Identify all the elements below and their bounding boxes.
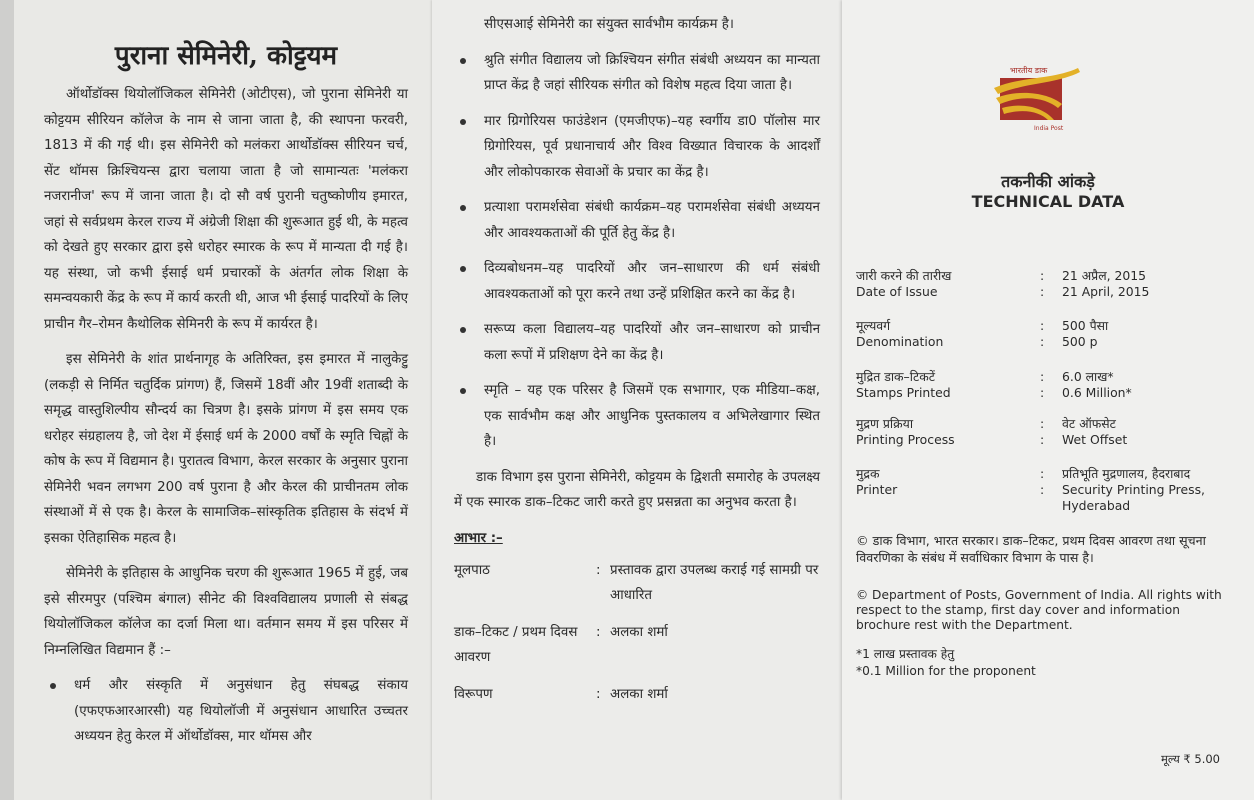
row-colon: : xyxy=(1040,432,1045,447)
continuation-text: सीएसआई सेमिनेरी का संयुक्त सार्वभौम कार्यक्रम है। xyxy=(484,17,734,32)
data-row-date xyxy=(856,268,1236,302)
row-colon: : xyxy=(1040,466,1045,481)
row-label: Printer xyxy=(856,482,898,497)
row-label: Stamps Printed xyxy=(856,385,951,400)
footnote-english: *0.1 Million for the proponent xyxy=(856,664,1036,678)
row-colon: : xyxy=(1040,334,1045,349)
ack-label: मूलपाठ xyxy=(454,562,490,578)
bullet-icon xyxy=(460,58,466,64)
row-value-hindi: 6.0 लाख* xyxy=(1062,369,1114,384)
list-item xyxy=(454,195,820,246)
ack-label: डाक–टिकट / प्रथम दिवस आवरण xyxy=(454,624,578,665)
row-label-hindi: जारी करने की तारीख xyxy=(856,268,952,283)
list-item-text: प्रत्याशा परामर्शसेवा संबंधी कार्यक्रम–यह परामर्शसेवा संबंधी अध्ययन और आवश्यकताओं की पूर्ति हेतु केंद्र है। xyxy=(484,200,820,241)
row-value: 0.6 Million* xyxy=(1062,385,1132,400)
row-colon: : xyxy=(1040,268,1045,283)
data-row-stamps-printed xyxy=(856,369,1236,403)
india-post-logo xyxy=(992,64,1092,134)
technical-data-title-hindi: तकनीकी आंकड़े xyxy=(1001,172,1095,191)
footnote-hindi: *1 लाख प्रस्तावक हेतु xyxy=(856,647,955,661)
history-paragraph: सेमिनेरी के इतिहास के आधुनिक चरण की शुरूआत 1965 में हुई, जब इसे सीरमपुर (पश्चिम बंगाल) सीनेट की विश्वविद्यालय प्रणाली से संबद्ध थियोलॉजिकल कॉलेज का दर्जा मिला था। वर्तमान समय में इस परिसर में निम्नलिखित विद्यमान हैं :– xyxy=(44,566,408,658)
row-value-hindi: 21 अप्रैल, 2015 xyxy=(1062,268,1147,283)
history-paragraph: ऑर्थोडॉक्स थियोलॉजिकल सेमिनेरी (ओटीएस), जो पुराना सेमिनेरी या कोट्टयम सीरियन कॉलेज के नाम से जाना जाता है, की स्थापना फरवरी, 1813 में की गई थी। इस सेमिनेरी को मलंकरा आर्थोडॉक्स सीरियन चर्च, सेंट थॉमस क्रिश्चियन्स द्वारा चलाया जाता है जो सामान्यतः 'मलंकरा नजरानीज' रूप में जाना जाता है। दो सौ वर्ष पुरानी चतुष्कोणीय इमारत, जहां से सर्वप्रथम केरल राज्य में अंग्रेजी शिक्षा की शुरूआत हुई थी, के महत्व को देखते हुए सरकार द्वारा इसे धरोहर स्मारक के रूप में मान्यता दी गई है। यह संस्था, जो कभी ईसाई धर्म प्रचारकों के अंतर्गत लोक शिक्षा के समन्वयकारी केंद्र के रूप में कार्य करती थी, आज भी ईसाई पादरियों के लिए प्राचीन गैर–रोमन कैथोलिक सेमिनरी के रूप में कार्यरत है। xyxy=(44,87,408,332)
acknowledgement-row xyxy=(454,558,820,608)
logo-hindi-text: भारतीय डाक xyxy=(1010,66,1048,75)
list-item xyxy=(454,256,820,307)
technical-data-title: TECHNICAL DATA xyxy=(971,192,1125,211)
ack-value: प्रस्तावक द्वारा उपलब्ध कराई गई सामग्री पर आधारित xyxy=(610,562,819,603)
row-colon: : xyxy=(1040,385,1045,400)
closing-paragraph: डाक विभाग इस पुराना सेमिनेरी, कोट्टयम के द्विशती समारोह के उपलक्ष्य में एक स्मारक डाक–टिकट जारी करते हुए प्रसन्नता का अनुभव करता है। xyxy=(454,469,820,510)
brochure-panel-technical-data xyxy=(842,0,1254,800)
ack-colon: : xyxy=(596,686,601,702)
ack-colon: : xyxy=(596,624,601,640)
row-label-hindi: मुद्रक xyxy=(856,466,880,481)
list-item-text: स्मृति – यह एक परिसर है जिसमें एक सभागार, एक मीडिया–कक्ष, एक सार्वभौम कक्ष और आधुनिक पुस्तकालय व अभिलेखागार स्थित है। xyxy=(484,383,820,449)
copyright-english: © Department of Posts, Government of India. All rights with respect to the stamp, first day cover and information brochure rest with the Department. xyxy=(856,588,1222,632)
bullet-icon xyxy=(460,327,466,333)
row-value-hindi: वेट ऑफसेट xyxy=(1062,416,1116,431)
list-item-text: मार ग्रिगोरियस फाउंडेशन (एमजीएफ)–यह स्वर्गीय डा0 पॉलोस मार ग्रिगोरियस, पूर्व प्रधानाचार्य और विश्व विख्यात विचारक के आदर्शों और लोकोपकारक सेवाओं के प्रचार का केंद्र है। xyxy=(484,113,820,180)
row-colon: : xyxy=(1040,318,1045,333)
row-label: Denomination xyxy=(856,334,944,349)
bullet-icon xyxy=(460,205,466,211)
data-row-printer xyxy=(856,466,1236,516)
row-colon: : xyxy=(1040,482,1045,497)
ack-colon: : xyxy=(596,562,601,578)
row-colon: : xyxy=(1040,284,1045,299)
acknowledgement-heading: आभार :– xyxy=(454,530,503,546)
ack-label: विरूपण xyxy=(454,686,493,702)
brochure-panel-facilities xyxy=(432,0,844,800)
data-row-printing-process xyxy=(856,416,1236,450)
copyright-hindi: © डाक विभाग, भारत सरकार। डाक–टिकट, प्रथम दिवस आवरण तथा सूचना विवरणिका के संबंध में सर्वाधिकार विभाग के पास है। xyxy=(856,533,1206,565)
row-label: Date of Issue xyxy=(856,284,938,299)
ack-value: अलका शर्मा xyxy=(610,686,668,702)
logo-english-text: India Post xyxy=(1034,125,1064,132)
list-item-text: सरूप्य कला विद्यालय–यह पादरियों और जन–साधारण को प्राचीन कला रूपों में प्रशिक्षण देने का केंद्र है। xyxy=(484,322,820,363)
row-label-hindi: मूल्यवर्ग xyxy=(856,318,891,333)
bullet-icon xyxy=(460,388,466,394)
row-value: 500 p xyxy=(1062,334,1098,349)
row-colon: : xyxy=(1040,369,1045,384)
list-item xyxy=(454,317,820,368)
list-item xyxy=(454,109,820,186)
row-value-hindi: 500 पैसा xyxy=(1062,318,1109,333)
list-item-text: श्रुति संगीत विद्यालय जो क्रिश्चियन संगीत संबंधी अध्ययन का मान्यता प्राप्त केंद्र है जहां सीरियक संगीत को विशेष महत्व दिया जाता है। xyxy=(484,52,820,93)
brochure-panel-history xyxy=(14,0,434,800)
ack-value: अलका शर्मा xyxy=(610,624,668,640)
list-item xyxy=(454,378,820,455)
row-value: 21 April, 2015 xyxy=(1062,284,1150,299)
list-item-text: दिव्यबोधनम–यह पादरियों और जन–साधारण की धर्म संबंधी आवश्यकताओं को पूरा करने तथा उन्हें प्रशिक्षित करने का केंद्र है। xyxy=(484,261,820,302)
row-colon: : xyxy=(1040,416,1045,431)
row-value: Wet Offset xyxy=(1062,432,1128,447)
acknowledgement-row xyxy=(454,682,820,707)
price-label: मूल्य ₹ 5.00 xyxy=(1160,752,1220,766)
bullet-icon xyxy=(460,266,466,272)
bullet-icon xyxy=(50,683,56,689)
row-label-hindi: मुद्रित डाक–टिकटें xyxy=(856,369,935,384)
list-item xyxy=(44,673,408,750)
data-row-denomination xyxy=(856,318,1236,352)
page-title: पुराना सेमिनेरी, कोट्टयम xyxy=(114,41,338,71)
acknowledgement-row xyxy=(454,620,820,670)
row-label-hindi: मुद्रण प्रक्रिया xyxy=(856,416,914,431)
row-value-hindi: प्रतिभूति मुद्रणालय, हैदराबाद xyxy=(1062,466,1191,481)
list-item xyxy=(454,48,820,99)
list-item-text: धर्म और संस्कृति में अनुसंधान हेतु संघबद्ध संकाय (एफएफआरआरसी) यह थियोलॉजी में अनुसंधान आधारित उच्चतर अध्ययन हेतु केरल में ऑर्थोडॉक्स, मार थॉमस और xyxy=(74,678,408,744)
row-label: Printing Process xyxy=(856,432,955,447)
row-value: Security Printing Press, Hyderabad xyxy=(1062,482,1205,513)
history-paragraph: इस सेमिनेरी के शांत प्रार्थनागृह के अतिरिक्त, इस इमारत में नालुकेट्टु (लकड़ी से निर्मित चतुर्दिक प्रांगण) हैं, जिसमें 18वीं और 19वीं शताब्दी के समृद्ध वास्तुशिल्पीय सौन्दर्य का चित्रण है। इसके प्रांगण में इस समय एक धरोहर संग्रहालय है, जो देश में ईसाई धर्म के 2000 वर्षों के स्मृति चिह्नों के कोष के रूप में विद्यमान है। पुरातत्व विभाग, केरल सरकार के अनुसार पुराना सेमिनेरी भवन लगभग 200 वर्ष पुराना है और केरल की प्राचीनतम लोक संस्थाओं में से एक है। केरल के सामाजिक–सांस्कृतिक इतिहास के संदर्भ में इसका ऐतिहासिक महत्व है। xyxy=(44,352,408,546)
bullet-icon xyxy=(460,119,466,125)
